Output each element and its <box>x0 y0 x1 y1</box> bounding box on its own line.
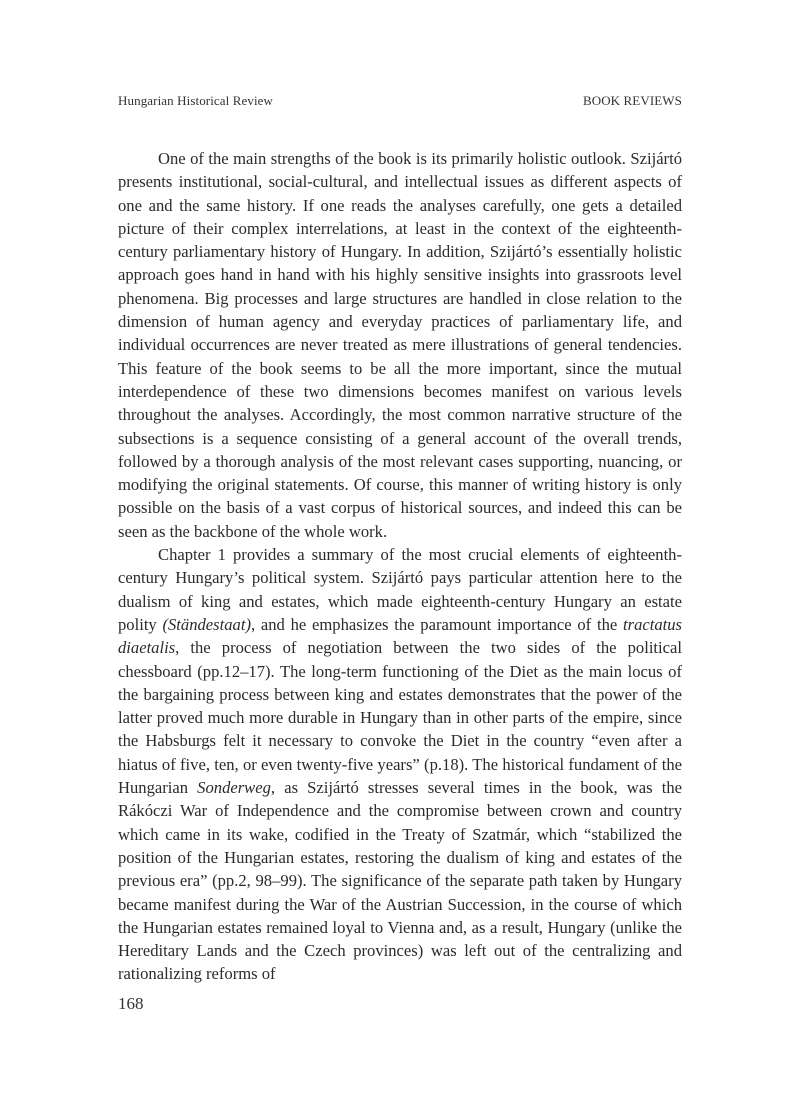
paragraph-2-part-b: , and he emphasizes the paramount importance of the <box>250 614 623 634</box>
paragraph-1: One of the main strengths of the book is its primarily holistic outlook. Szijártó presents institutional, social-cultural, and intellectual issues as different aspects of one and the same history. If one reads the analyses carefully, one gets a detailed picture of their complex interrelations, at least in the context of the eighteenth-century parliamentary history of Hungary. In addition, Szijártó’s essentially holistic approach goes hand in hand with his highly sensitive insights into grassroots level phenomena. Big processes and large structures are handled in close relation to the dimension of human agency and everyday practices of parliamentary life, and individual occurrences are never treated as mere illustrations of general tendencies. This feature of the book seems to be all the more important, since the mutual interdependence of these two dimensions becomes manifest on various levels throughout the analyses. Accordingly, the most common narrative structure of the subsections is a sequence consisting of a general account of the overall trends, followed by a thorough analysis of the most relevant cases supporting, nuancing, or modifying the original statements. Of course, this manner of writing history is only possible on the basis of a vast corpus of historical sources, and indeed this can be seen as the backbone of the whole work. <box>118 149 682 541</box>
italic-term-sonderweg: Sonderweg <box>197 778 271 798</box>
paragraph-2 <box>118 543 682 986</box>
italic-term-staendestaat: (Ständestaat) <box>162 614 251 634</box>
page-number: 168 <box>118 994 144 1013</box>
italic-term-tractatus: tractatus diaetalis <box>118 614 683 658</box>
paragraph-2-part-d: , as Szijártó stresses several times in the book, was the Rákóczi War of Independence and the compromise between crown and country which came in its wake, codified in the Treaty of Szatmár, which “stabilized the position of the Hungarian estates, restoring the dualism of king and estates of the previous era” (pp.2, 98–99). The significance of the separate path taken by Hungary became manifest during the War of the Austrian Succession, in the course of which the Hungarian estates remained loyal to Vienna and, as a result, Hungary (unlike the Hereditary Lands and the Czech provinces) was left out of the centralizing and rationalizing reforms of <box>118 778 683 984</box>
paragraph-2-part-a: Chapter 1 provides a summary of the most crucial elements of eighteenth-century Hungary’s political system. Szijártó pays particular attention here to the dualism of king and estates, which made eighteenth-century Hungary an estate polity <box>118 545 682 634</box>
paragraph-2-part-c: , the process of negotiation between the two sides of the political chessboard (pp.12–17). The long-term functioning of the Diet as the main locus of the bargaining process between king and estates demonstrates that the power of the latter proved much more durable in Hungary than in other parts of the empire, since the Habsburgs felt it necessary to convoke the Diet in the country “even after a hiatus of five, ten, or even twenty-five years” (p.18). The historical fundament of the Hungarian <box>118 638 682 798</box>
section-title: BOOK REVIEWS <box>582 93 682 108</box>
journal-title: Hungarian Historical Review <box>118 93 274 108</box>
running-head <box>118 93 682 109</box>
review-body <box>118 147 682 986</box>
